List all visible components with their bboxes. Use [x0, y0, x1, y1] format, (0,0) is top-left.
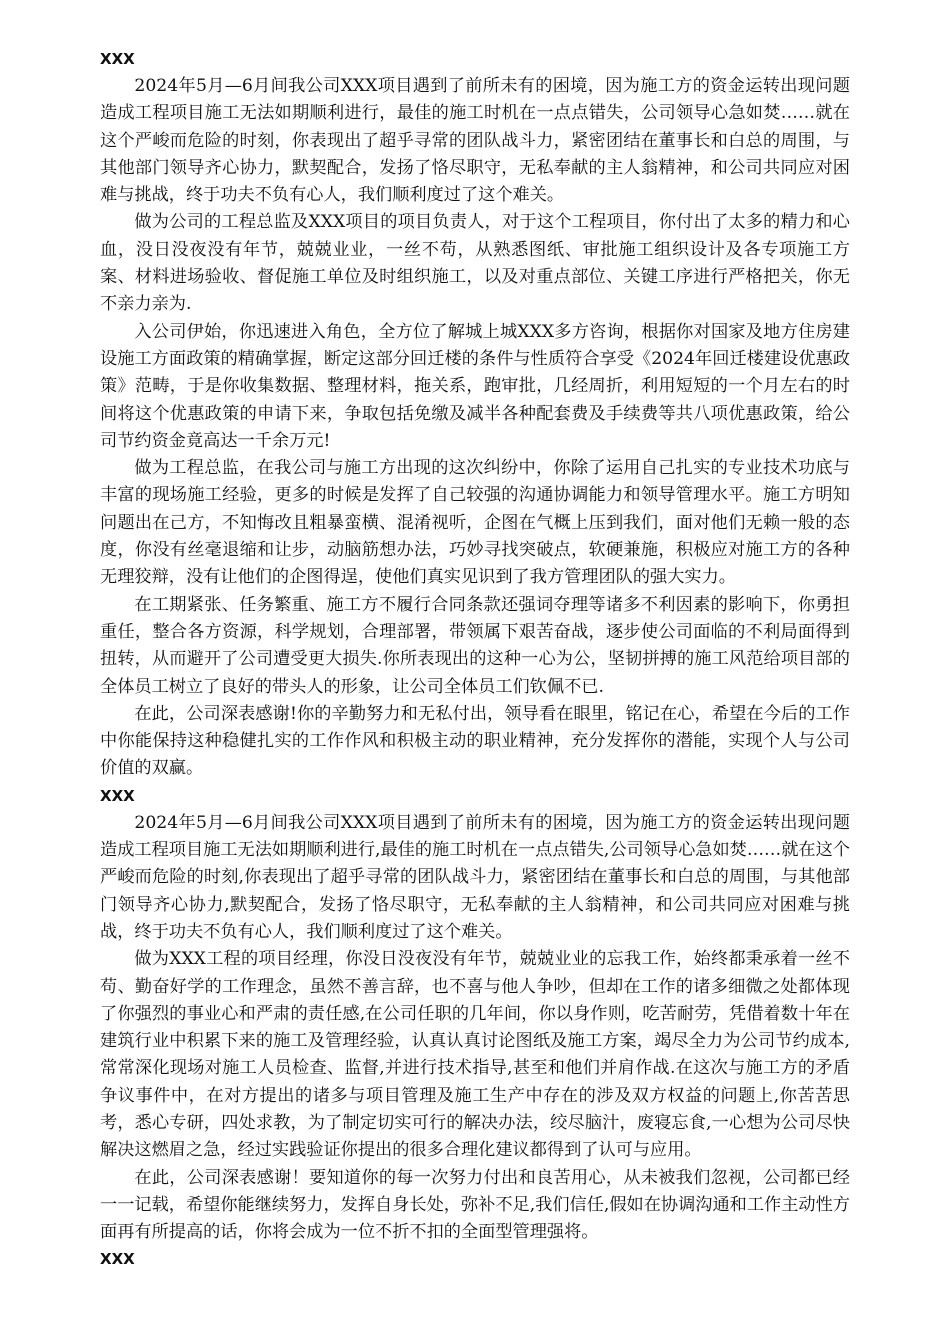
paragraph: 做为工程总监，在我公司与施工方出现的这次纠纷中，你除了运用自己扎实的专业技术功底与丰富的现场施工经验，更多的时候是发挥了自己较强的沟通协调能力和领导管理水平。施工方明知问题出在己方，不知悔改且粗暴蛮横、混淆视听，企图在气概上压到我们，面对他们无赖一般的态度，你没有丝毫退缩和让步，动脑筋想办法，巧妙寻找突破点，软硬兼施，积极应对施工方的各种无理狡辩，没有让他们的企图得逞，使他们真实见识到了我方管理团队的强大实力。 — [100, 458, 850, 588]
paragraph: 2024年5月—6月间我公司XXX项目遇到了前所未有的困境，因为施工方的资金运转出现问题造成工程项目施工无法如期顺利进行，最佳的施工时机在一点点错失，公司领导心急如焚……就在这个严峻而危险的时刻，你表现出了超乎寻常的团队战斗力，紧密团结在董事长和白总的周围，与其他部门领导齐心协力，默契配合，发扬了恪尽职守，无私奉献的主人翁精神，和公司共同应对困难与挑战，终于功夫不负有心人，我们顺利度过了这个难关。 — [100, 76, 850, 206]
document-page — [100, 46, 850, 1273]
section-heading: XXX — [100, 50, 135, 68]
paragraph: 做为XXX工程的项目经理，你没日没夜没有年节，兢兢业业的忘我工作，始终都秉承着一丝不苟、勤奋好学的工作理念，虽然不善言辞，也不喜与他人争吵，但却在工作的诸多细微之处都体现了你强烈的事业心和严肃的责任感,在公司任职的几年间，你以身作则，吃苦耐劳，凭借着数十年在建筑行业中积累下来的施工及管理经验，认真认真讨论图纸及施工方案，竭尽全力为公司节约成本,常常深化现场对施工人员检查、监督,并进行技术指导,甚至和他们并肩作战.在这次与施工方的矛盾争议事件中，在对方提出的诸多与项目管理及施工生产中存在的涉及双方权益的问题上,你苦苦思考，悉心专研，四处求教，为了制定切实可行的解决办法，绞尽脑汁，废寝忘食,一心想为公司尽快解决这燃眉之急，经过实践验证你提出的很多合理化建议都得到了认可与应用。 — [100, 949, 850, 1161]
paragraph: 2024年5月—6月间我公司XXX项目遇到了前所未有的困境，因为施工方的资金运转出现问题造成工程项目施工无法如期顺利进行,最佳的施工时机在一点点错失,公司领导心急如焚……就在这个严峻而危险的时刻,你表现出了超乎寻常的团队战斗力，紧密团结在董事长和白总的周围，与其他部门领导齐心协力,默契配合，发扬了恪尽职守，无私奉献的主人翁精神，和公司共同应对困难与挑战，终于功夫不负有心人，我们顺利度过了这个难关。 — [100, 812, 850, 942]
paragraph: 在此，公司深表感谢！要知道你的每一次努力付出和良苦用心，从未被我们忽视，公司都已经一一记载，希望你能继续努力，发挥自身长处，弥补不足,我们信任,假如在协调沟通和工作主动性方面再有所提高的话，你将会成为一位不折不扣的全面型管理强将。 — [100, 1167, 850, 1243]
section-heading: XXX — [100, 1250, 135, 1269]
paragraph: 做为公司的工程总监及XXX项目的项目负责人，对于这个工程项目，你付出了太多的精力和心血，没日没夜没有年节，兢兢业业，一丝不苟，从熟悉图纸、审批施工组织设计及各专项施工方案、材料进场验收、督促施工单位及时组织施工，以及对重点部位、关键工序进行严格把关，你无不亲力亲为. — [100, 212, 850, 315]
section-2 — [100, 783, 850, 1247]
paragraph: 在工期紧张、任务繁重、施工方不履行合同条款还强词夺理等诸多不利因素的影响下，你勇担重任，整合各方资源，科学规划，合理部署，带领属下艰苦奋战，逐步使公司面临的不利局面得到扭转，从而避开了公司遭受更大损失.你所表现出的这种一心为公，坚韧拼搏的施工风范给项目部的全体员工树立了良好的带头人的形象，让公司全体员工们钦佩不已. — [100, 594, 850, 697]
section-heading: XXX — [100, 786, 135, 805]
paragraph: 在此，公司深表感谢!你的辛勤努力和无私付出，领导看在眼里，铭记在心，希望在今后的工作中你能保持这种稳健扎实的工作作风和积极主动的职业精神，充分发挥你的潜能，实现个人与公司价值的双赢。 — [100, 703, 850, 779]
section-3 — [100, 1246, 850, 1273]
section-1 — [100, 46, 850, 783]
paragraph: 入公司伊始，你迅速进入角色，全方位了解城上城XXX多方咨询，根据你对国家及地方住房建设施工方面政策的精确掌握，断定这部分回迁楼的条件与性质符合享受《2024年回迁楼建设优惠政策》范畴，于是你收集数据、整理材料，拖关系，跑审批，几经周折，利用短短的一个月左右的时间将这个优惠政策的申请下来，争取包括免缴及减半各种配套费及手续费等共八项优惠政策，给公司节约资金竟高达一千余万元! — [100, 321, 850, 451]
